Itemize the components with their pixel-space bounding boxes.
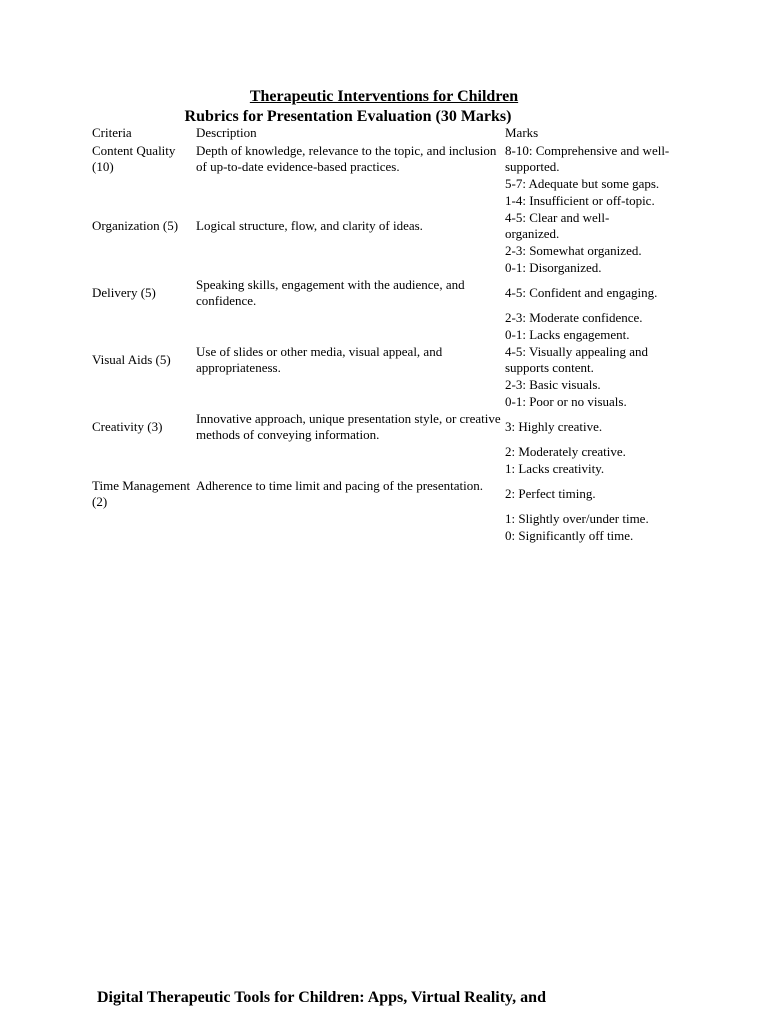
- row-delivery-description: Speaking skills, engagement with the audience, and confidence.: [196, 277, 465, 308]
- header-marks: Marks: [505, 125, 539, 140]
- row-visual-aids-description: Use of slides or other media, visual appeal, and appropriateness.: [196, 344, 443, 375]
- row-content-quality-mark-1: 8-10: Comprehensive and well-supported.: [505, 143, 670, 174]
- row-delivery-mark-2: 2-3: Moderate confidence.: [505, 310, 643, 325]
- row-time-management-mark-1: 2: Perfect timing.: [505, 486, 596, 501]
- row-visual-aids-criteria: Visual Aids (5): [92, 352, 171, 367]
- row-time-management-criteria: Time Management (2): [92, 478, 191, 509]
- row-organization-mark-2: 2-3: Somewhat organized.: [505, 243, 642, 258]
- header-criteria: Criteria: [92, 125, 132, 140]
- row-creativity-mark-1: 3: Highly creative.: [505, 419, 603, 434]
- row-delivery-mark-1: 4-5: Confident and engaging.: [505, 285, 658, 300]
- row-content-quality-description: Depth of knowledge, relevance to the topic, and inclusion of up-to-date evidence-based practices.: [196, 143, 497, 174]
- row-visual-aids-mark-2: 2-3: Basic visuals.: [505, 377, 601, 392]
- row-time-management-description: Adherence to time limit and pacing of the presentation.: [196, 478, 483, 493]
- row-delivery-mark-3: 0-1: Lacks engagement.: [505, 327, 630, 342]
- row-organization-mark-1: 4-5: Clear and well-organized.: [505, 210, 610, 241]
- row-creativity-mark-3: 1: Lacks creativity.: [505, 461, 605, 476]
- row-content-quality-mark-2: 5-7: Adequate but some gaps.: [505, 176, 660, 191]
- row-visual-aids-mark-1: 4-5: Visually appealing and supports content.: [505, 344, 649, 375]
- next-section-heading: Digital Therapeutic Tools for Children: Apps, Virtual Reality, and: [97, 989, 546, 1006]
- document-title: Therapeutic Interventions for Children: [249, 88, 519, 105]
- row-creativity-criteria: Creativity (3): [92, 419, 163, 434]
- row-delivery-criteria: Delivery (5): [92, 285, 156, 300]
- row-content-quality-criteria: Content Quality (10): [92, 143, 176, 174]
- row-time-management-mark-2: 1: Slightly over/under time.: [505, 511, 649, 526]
- document-subtitle: Rubrics for Presentation Evaluation (30 Marks): [184, 108, 512, 125]
- row-organization-mark-3: 0-1: Disorganized.: [505, 260, 602, 275]
- header-description: Description: [196, 125, 257, 140]
- row-creativity-mark-2: 2: Moderately creative.: [505, 444, 626, 459]
- row-creativity-description: Innovative approach, unique presentation style, or creative methods of conveying information.: [196, 411, 501, 442]
- row-visual-aids-mark-3: 0-1: Poor or no visuals.: [505, 394, 627, 409]
- row-organization-description: Logical structure, flow, and clarity of ideas.: [196, 218, 423, 233]
- row-organization-criteria: Organization (5): [92, 218, 179, 233]
- row-content-quality-mark-3: 1-4: Insufficient or off-topic.: [505, 193, 655, 208]
- row-time-management-mark-3: 0: Significantly off time.: [505, 528, 634, 543]
